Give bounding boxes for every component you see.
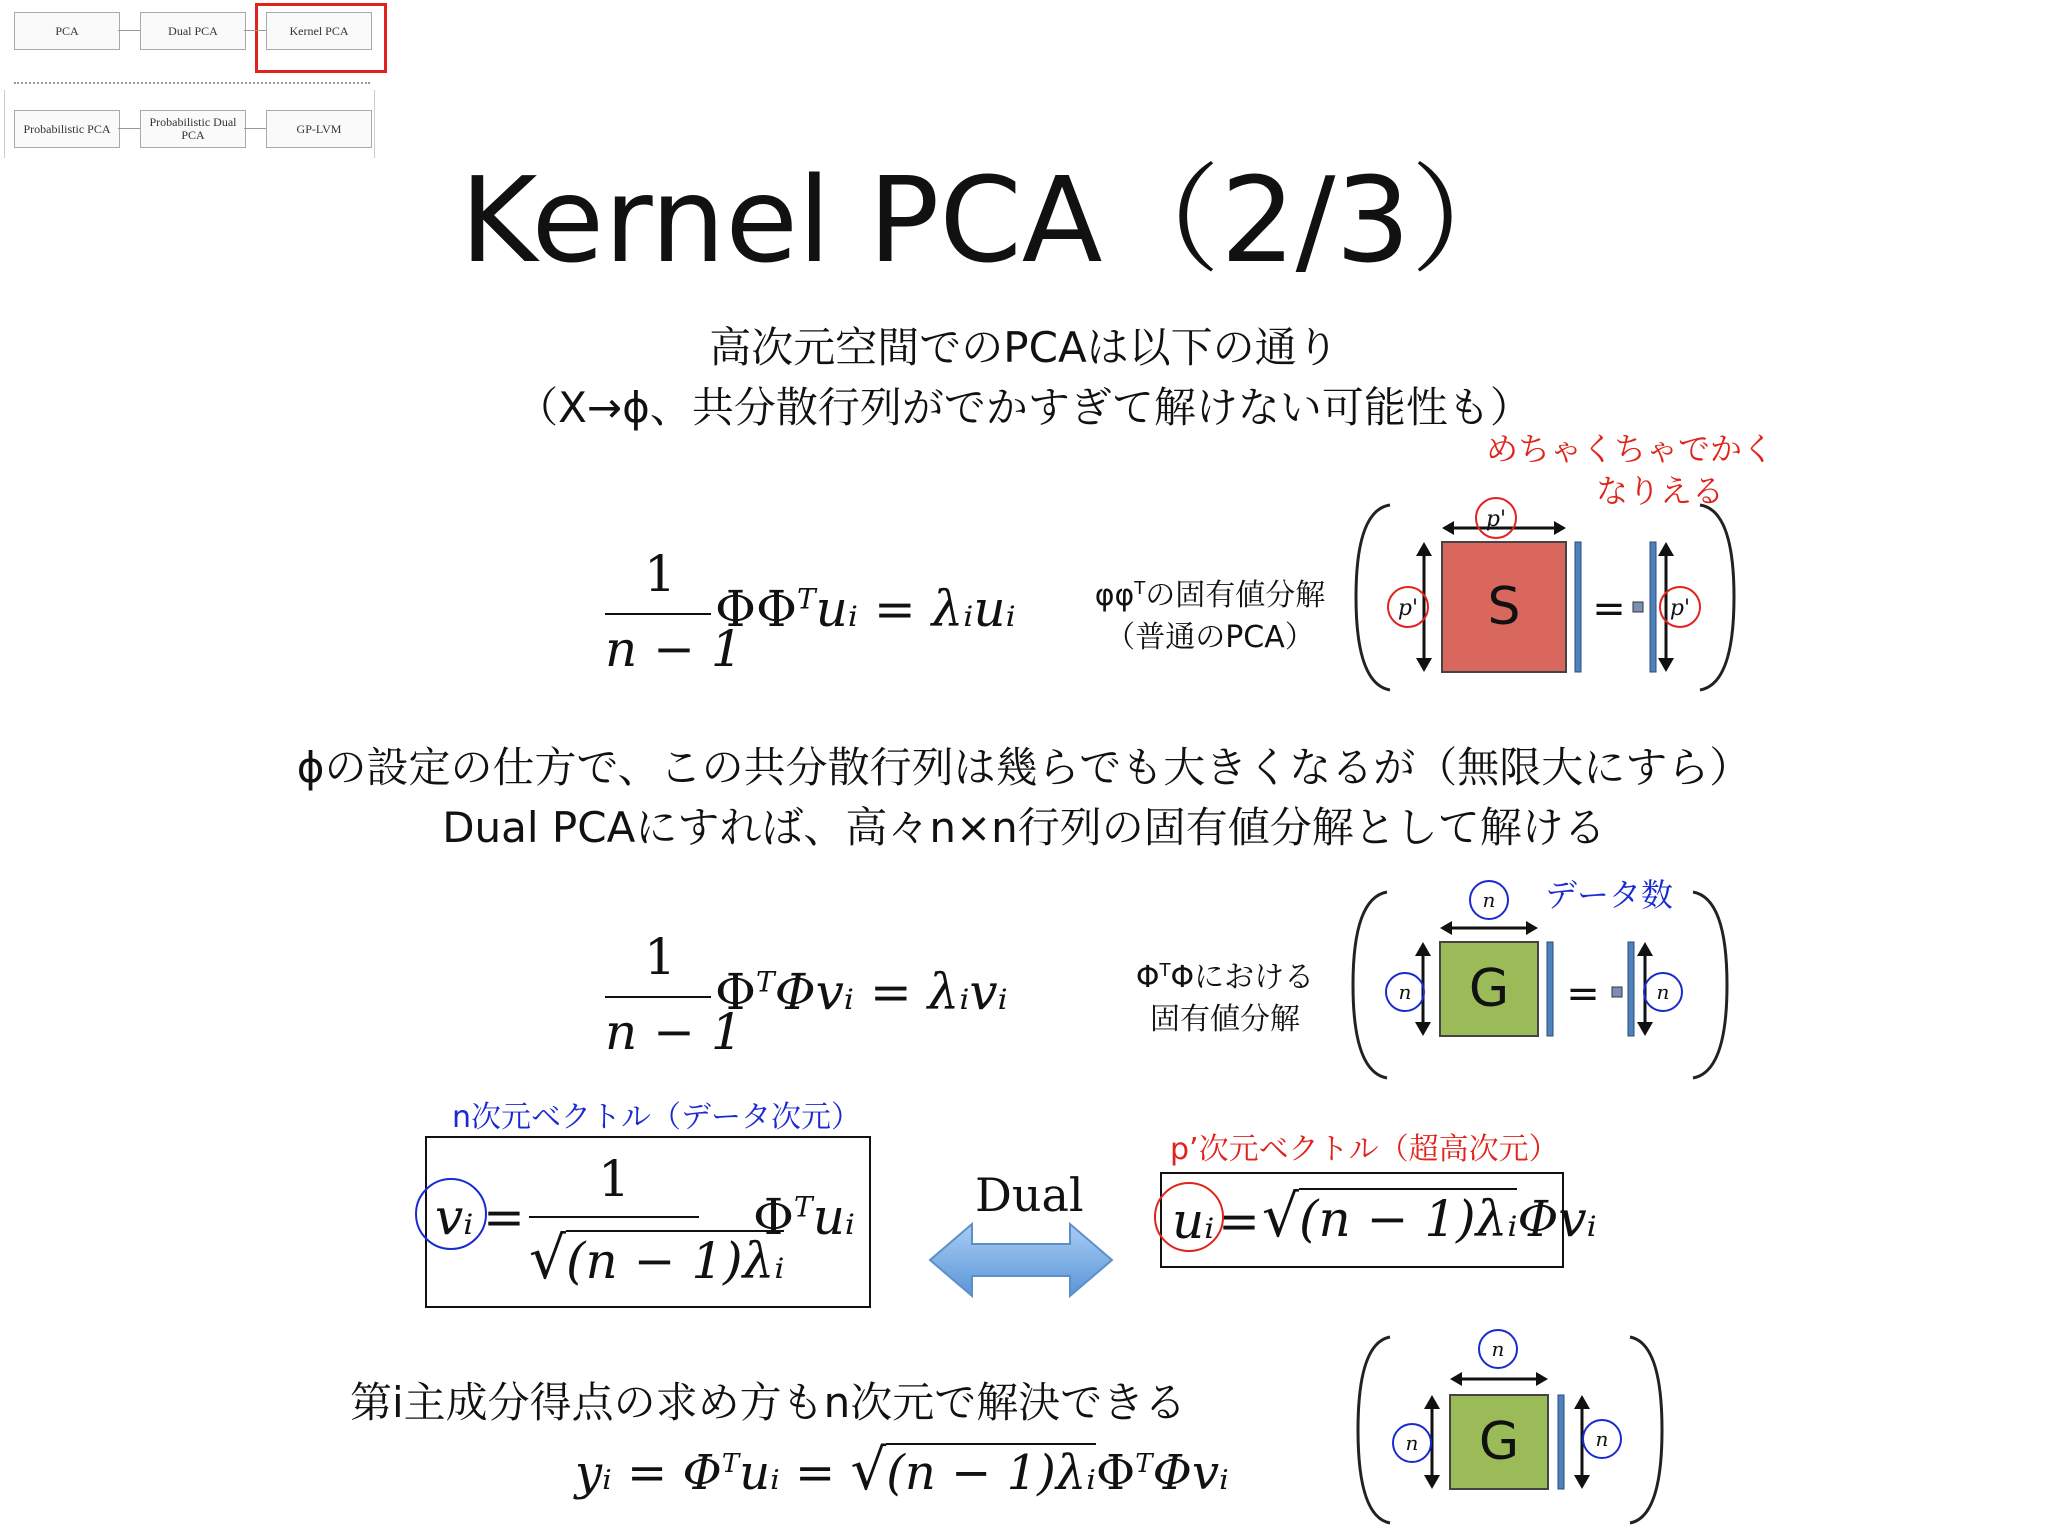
eigenvalue-square (1633, 602, 1643, 612)
nav-item-probabilistic-pca[interactable]: Probabilistic PCA (14, 110, 120, 148)
left-box-equals: = (483, 1188, 525, 1246)
left-box-circle (415, 1178, 487, 1250)
note1-phi: φφ (1094, 578, 1135, 613)
annotation-huge-line2: なりえる (1595, 472, 1724, 510)
annotation-huge-line1: めちゃくちゃでかく (1485, 430, 1774, 468)
right-box-lhs: uᵢ (1172, 1192, 1215, 1250)
middle-line-2: Dual PCAにすれば、高々n×n行列の固有値分解として解ける (442, 803, 1606, 852)
bottom-equation: yᵢ = $\Phi^Tuᵢ = √(n$ − 1)λᵢΦ$^T$Φvᵢ (575, 1438, 1229, 1503)
equals-sign: = (1566, 971, 1600, 1017)
right-box-equals: = (1218, 1192, 1260, 1250)
bottom-line-1: 第i主成分得点の求め方もn次元で解決できる (350, 1378, 1187, 1427)
eq1-numerator: 1 (644, 545, 676, 603)
intro-line-2: （X→ϕ、共分散行列がでかすぎて解けない可能性も） (516, 383, 1532, 432)
vector-bar (1547, 942, 1553, 1036)
page-title: Kernel PCA（2/3） (460, 151, 1529, 289)
eq2-sup: T (756, 965, 775, 999)
eq2-phi: Φ (715, 963, 756, 1021)
paren-left (1358, 1337, 1390, 1523)
eq1-sup: T (796, 582, 816, 616)
dim-label-top: n (1482, 888, 1496, 912)
left-box-rhs (753, 1188, 855, 1246)
dim-label-top: n (1491, 1337, 1505, 1361)
left-box-sup: T (794, 1190, 813, 1224)
vector-bar (1558, 1395, 1564, 1489)
eq1-fraction-bar (605, 613, 711, 615)
right-box-rhs: Φvᵢ (1517, 1190, 1597, 1248)
paren-left (1353, 892, 1387, 1078)
dim-label-right: n (1595, 1427, 1609, 1451)
nav-item-probabilistic-dual-pca[interactable]: Probabilistic Dual PCA (140, 110, 246, 148)
eq2-body (715, 963, 1008, 1021)
matrix-g-label: G (1468, 959, 1510, 1019)
note2-phi: Φ (1135, 960, 1160, 995)
eq2-fraction-bar (605, 996, 711, 998)
bottom-eq-radicand: (n − 1)λᵢ (886, 1445, 1096, 1501)
eigenvalue-square (1612, 987, 1622, 997)
left-box-sqrt: √(n − 1)λᵢ (529, 1224, 785, 1292)
nav-thumbnail (4, 0, 376, 158)
paren-right (1693, 892, 1727, 1078)
note2-sup: T (1159, 960, 1171, 981)
dim-label-left: p' (1397, 596, 1419, 621)
paren-right (1700, 505, 1734, 690)
right-box-circle (1154, 1182, 1224, 1252)
nav-item-kernel-pca[interactable]: Kernel PCA (266, 12, 372, 50)
equation-2 (605, 928, 1025, 1068)
matrix-g-label: G (1478, 1412, 1520, 1472)
left-box-numerator: 1 (598, 1150, 630, 1208)
note2-line2: 固有値分解 (1150, 1002, 1300, 1037)
left-box-fraction-bar (529, 1216, 699, 1218)
nav-connector (118, 30, 140, 31)
left-box-caption: n次元ベクトル（データ次元） (452, 1100, 862, 1135)
right-box-equation (1160, 1172, 1597, 1268)
diagram-gram (1345, 880, 1735, 1090)
left-box-radicand: (n − 1)λᵢ (565, 1232, 785, 1290)
bottom-eq-sup2: T (1135, 1449, 1153, 1479)
dual-label: Dual (975, 1168, 1084, 1222)
vector-bar (1650, 542, 1656, 672)
paren-right (1630, 1337, 1662, 1523)
diagram-gram-small (1350, 1325, 1670, 1535)
left-box-u: uᵢ (812, 1188, 855, 1246)
bottom-eq-sup1: T (721, 1449, 740, 1479)
note1-sup: T (1134, 578, 1146, 599)
eq1-phi: ΦΦ (715, 580, 797, 638)
diagram-covariance (1350, 490, 1740, 705)
nav-active-highlight (255, 3, 387, 73)
right-box-caption: p’次元ベクトル（超高次元） (1170, 1132, 1559, 1167)
dim-label-left: n (1405, 1431, 1419, 1455)
paren-left (1356, 505, 1390, 690)
eq2-numerator: 1 (644, 928, 676, 986)
left-box-lhs: vᵢ (435, 1188, 474, 1246)
annotation-data-count: データ数 (1545, 876, 1674, 914)
middle-line-1: ϕの設定の仕方で、この共分散行列は幾らでも大きくなるが（無限大にすら） (296, 743, 1752, 792)
nav-connector (118, 128, 140, 129)
nav-frame-edge (374, 90, 375, 158)
right-box-sqrt: √(n − 1)λᵢΦvᵢ (1262, 1182, 1597, 1250)
vector-bar (1575, 542, 1581, 672)
nav-connector (244, 128, 266, 129)
intro-line-1: 高次元空間でのPCAは以下の通り (709, 323, 1339, 372)
bottom-eq-mid: uᵢ = (739, 1445, 851, 1501)
left-box-equation (425, 1136, 871, 1306)
double-arrow-icon (928, 1220, 1114, 1300)
note-standard-pca (1075, 568, 1345, 659)
bottom-eq-lhs: yᵢ = Φ (575, 1445, 722, 1501)
equation-1 (605, 545, 1025, 685)
vector-bar (1628, 942, 1634, 1036)
nav-item-dual-pca[interactable]: Dual PCA (140, 12, 246, 50)
left-box-phi: Φ (753, 1188, 794, 1246)
eq1-denominator: n − 1 (605, 620, 743, 678)
eq2-denominator: n − 1 (605, 1003, 743, 1061)
note1-line2: （普通のPCA） (1105, 620, 1315, 655)
matrix-s-label: S (1487, 577, 1521, 637)
eq2-rest: Φvᵢ = λᵢvᵢ (774, 963, 1008, 1021)
equals-sign: = (1592, 586, 1626, 632)
bottom-eq-phi: Φ (1095, 1445, 1136, 1501)
nav-item-gp-lvm[interactable]: GP-LVM (266, 110, 372, 148)
eq1-rest: uᵢ = λᵢuᵢ (815, 580, 1016, 638)
nav-connector (244, 30, 266, 31)
dim-label-right: n (1656, 980, 1670, 1004)
note-gram-matrix (1110, 950, 1340, 1041)
note1-text: の固有値分解 (1145, 578, 1326, 613)
eq1-body (715, 580, 1016, 638)
dim-label-right: p' (1669, 596, 1691, 621)
note2-text: Φにおける (1170, 960, 1315, 995)
nav-divider (14, 82, 370, 84)
nav-frame-edge (4, 90, 5, 158)
nav-item-pca[interactable]: PCA (14, 12, 120, 50)
right-box-radicand: (n − 1)λᵢ (1298, 1190, 1518, 1248)
dim-label-top: p' (1485, 507, 1507, 532)
dim-label-left: n (1398, 980, 1412, 1004)
bottom-eq-end: Φvᵢ (1152, 1445, 1229, 1501)
